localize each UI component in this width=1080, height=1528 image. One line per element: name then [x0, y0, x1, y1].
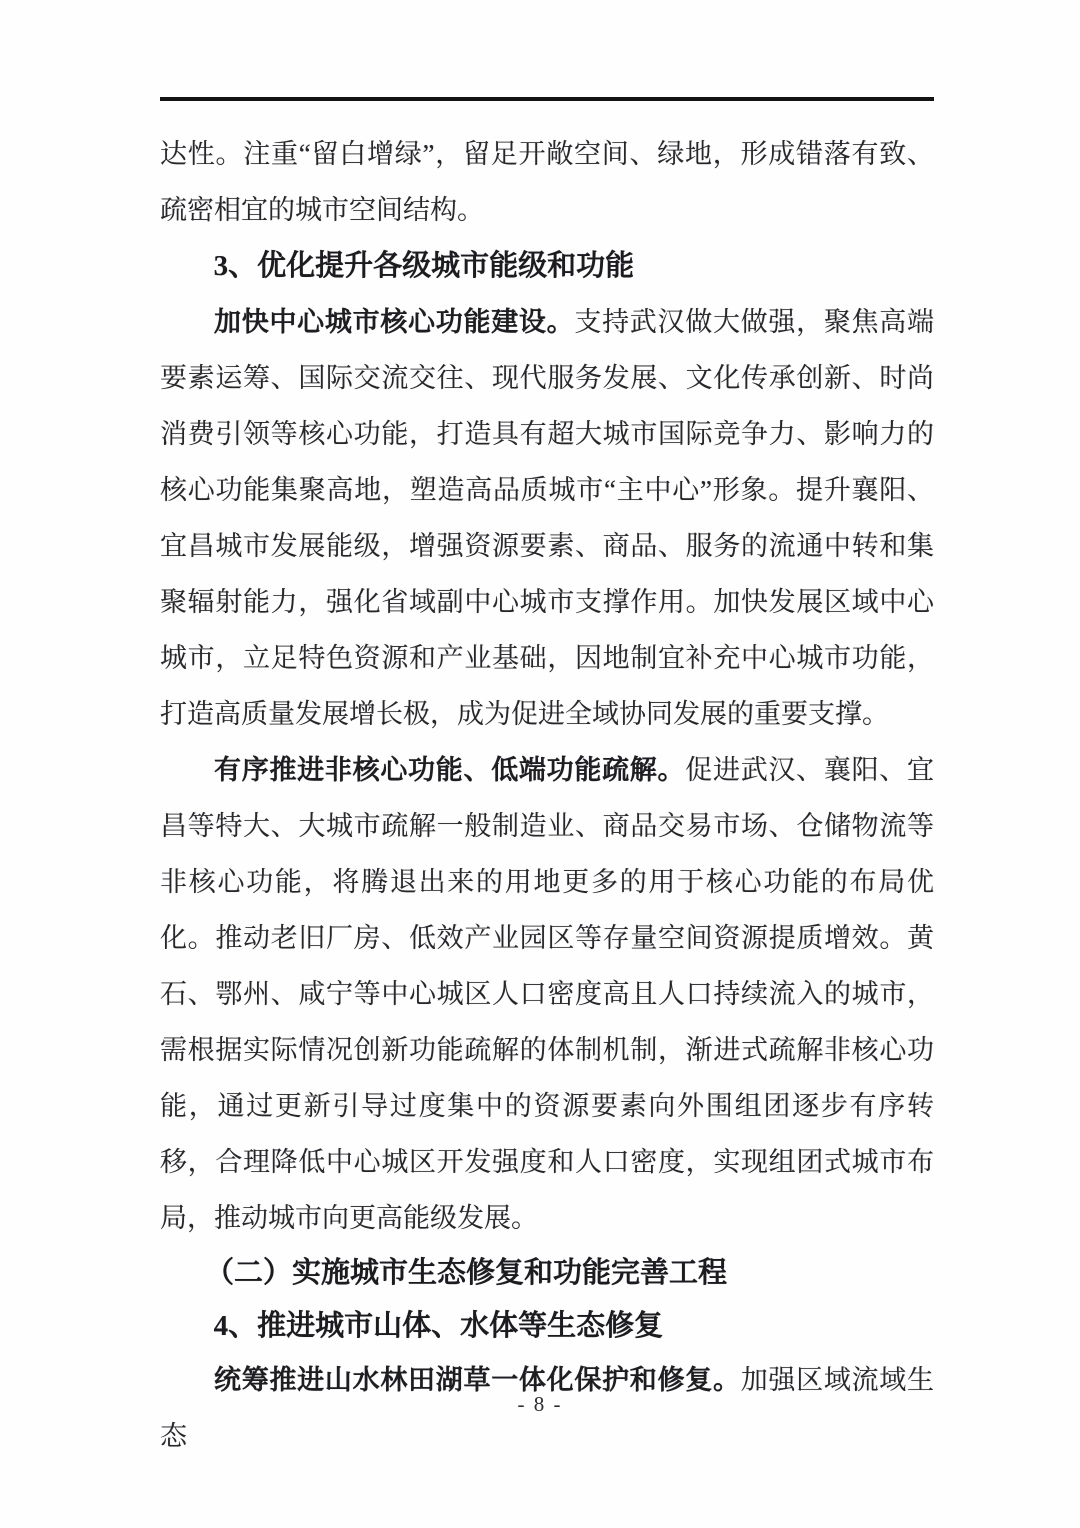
paragraph-core-functions: [160, 294, 934, 742]
paragraph-continuation: 达性。注重“留白增绿”，留足开敞空间、绿地，形成错落有致、疏密相宜的城市空间结构。: [160, 139, 934, 225]
paragraph-dispersal-body: 促进武汉、襄阳、宜昌等特大、大城市疏解一般制造业、商品交易市场、仓储物流等非核心功能，将腾退出来的用地更多的用于核心功能的布局优化。推动老旧厂房、低效产业园区等存量空间资源提质增效。黄石、鄂州、咸宁等中心城区人口密度高且人口持续流入的城市，需根据实际情况创新功能疏解的体制机制，渐进式疏解非核心功能，通过更新引导过度集中的资源要素向外围组团逐步有序转移，合理降低中心城区开发强度和人口密度，实现组团式城市布局，推动城市向更高能级发展。: [160, 755, 935, 1233]
heading-item-4: 4、推进城市山体、水体等生态修复: [213, 1310, 664, 1342]
page-number: - 8 -: [517, 1392, 563, 1416]
paragraph-ecology-body: 加强区域流域生态: [160, 1365, 935, 1451]
paragraph-ecology-lead: 统筹推进山水林田湖草一体化保护和修复。: [214, 1365, 741, 1395]
paragraph-core-functions-lead: 加快中心城市核心功能建设。: [214, 307, 575, 337]
paragraph-core-functions-body: 支持武汉做大做强，聚焦高端要素运筹、国际交流交往、现代服务发展、文化传承创新、时尚消费引领等核心功能，打造具有超大城市国际竞争力、影响力的核心功能集聚高地，塑造高品质城市“主中心”形象。提升襄阳、宜昌城市发展能级，增强资源要素、商品、服务的流通中转和集聚辐射能力，强化省域副中心城市支撑作用。加快发展区域中心城市，立足特色资源和产业基础，因地制宜补充中心城市功能，打造高质量发展增长极，成为促进全域协同发展的重要支撑。: [160, 307, 934, 729]
page-content: [160, 126, 934, 1464]
heading-item-3: 3、优化提升各级城市能级和功能: [213, 250, 635, 282]
heading-section-2: （二）实施城市生态修复和功能完善工程: [204, 1257, 727, 1289]
paragraph-dispersal-lead: 有序推进非核心功能、低端功能疏解。: [214, 755, 686, 785]
paragraph-dispersal: [160, 742, 934, 1246]
header-rule: [160, 97, 934, 101]
